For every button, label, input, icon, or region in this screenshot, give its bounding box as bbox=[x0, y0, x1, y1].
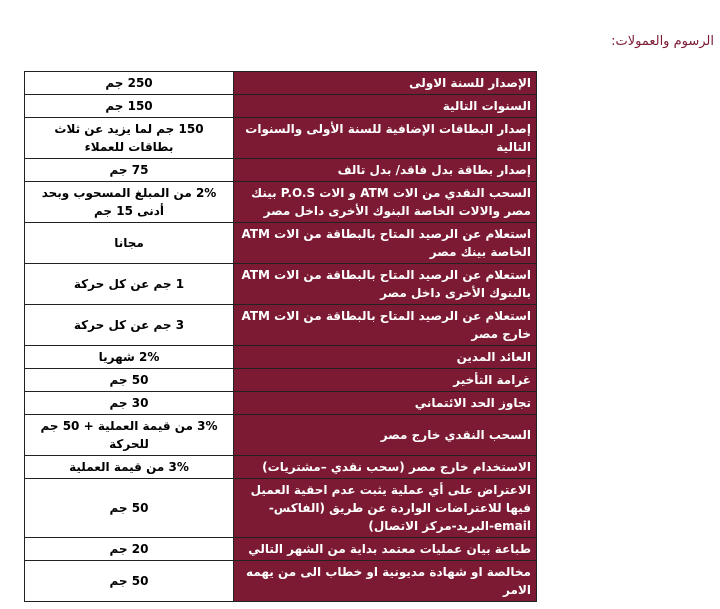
table-row bbox=[25, 538, 537, 561]
fee-value: 250 جم bbox=[25, 72, 234, 95]
fee-value: 75 جم bbox=[25, 159, 234, 182]
table-row bbox=[25, 118, 537, 159]
fee-label: إصدار بطاقة بدل فاقد/ بدل تالف bbox=[234, 159, 537, 182]
fee-value: 3 جم عن كل حركة bbox=[25, 305, 234, 346]
fee-value: 150 جم bbox=[25, 95, 234, 118]
fees-table-body bbox=[25, 72, 537, 602]
page-title: الرسوم والعمولات: bbox=[611, 34, 714, 49]
table-row bbox=[25, 415, 537, 456]
table-row bbox=[25, 305, 537, 346]
fees-table bbox=[24, 71, 537, 602]
fee-label: استعلام عن الرصيد المتاح بالبطاقة من الات ATM بالبنوك الأخرى داخل مصر bbox=[234, 264, 537, 305]
table-row bbox=[25, 264, 537, 305]
fee-label: إصدار البطاقات الإضافية للسنة الأولى والسنوات التالية bbox=[234, 118, 537, 159]
table-row bbox=[25, 392, 537, 415]
fee-value: 50 جم bbox=[25, 479, 234, 538]
fee-value: 30 جم bbox=[25, 392, 234, 415]
fee-label: الإصدار للسنة الاولى bbox=[234, 72, 537, 95]
table-row bbox=[25, 456, 537, 479]
table-row bbox=[25, 159, 537, 182]
fee-value: مجانا bbox=[25, 223, 234, 264]
fee-label: العائد المدين bbox=[234, 346, 537, 369]
fee-label: الاستخدام خارج مصر (سحب نقدي –مشتريات) bbox=[234, 456, 537, 479]
fee-value: 50 جم bbox=[25, 561, 234, 602]
fee-value: 1 جم عن كل حركة bbox=[25, 264, 234, 305]
fee-value: 50 جم bbox=[25, 369, 234, 392]
fee-value: 150 جم لما يزيد عن ثلاث بطاقات للعملاء bbox=[25, 118, 234, 159]
fee-value: 20 جم bbox=[25, 538, 234, 561]
fee-value: 2% من المبلغ المسحوب وبحد أدنى 15 جم bbox=[25, 182, 234, 223]
fee-value: 3% من قيمة العملية bbox=[25, 456, 234, 479]
table-row bbox=[25, 95, 537, 118]
fee-value: 3% من قيمة العملية + 50 جم للحركة bbox=[25, 415, 234, 456]
fee-label: استعلام عن الرصيد المتاح بالبطاقة من الات ATM خارج مصر bbox=[234, 305, 537, 346]
table-row bbox=[25, 72, 537, 95]
fee-label: الاعتراض على أي عملية يثبت عدم احقية العميل فيها للاعتراضات الواردة عن طريق (الفاكس-email-البريد-مركز الاتصال) bbox=[234, 479, 537, 538]
fee-label: السحب النقدي خارج مصر bbox=[234, 415, 537, 456]
fee-label: طباعة بيان عمليات معتمد بداية من الشهر التالي bbox=[234, 538, 537, 561]
fee-value: 2% شهريا bbox=[25, 346, 234, 369]
table-row bbox=[25, 182, 537, 223]
table-row bbox=[25, 561, 537, 602]
table-row bbox=[25, 223, 537, 264]
fee-label: السحب النقدي من الات ATM و الات P.O.S بينك مصر والالات الخاصة البنوك الأخرى داخل مصر bbox=[234, 182, 537, 223]
fee-label: تجاوز الحد الائتماني bbox=[234, 392, 537, 415]
fee-label: غرامة التأخير bbox=[234, 369, 537, 392]
fee-label: مخالصة او شهادة مديونية او خطاب الى من يهمه الامر bbox=[234, 561, 537, 602]
fee-label: السنوات التالية bbox=[234, 95, 537, 118]
fee-label: استعلام عن الرصيد المتاح بالبطاقة من الات ATM الخاصة بينك مصر bbox=[234, 223, 537, 264]
table-row bbox=[25, 479, 537, 538]
table-row bbox=[25, 346, 537, 369]
table-row bbox=[25, 369, 537, 392]
